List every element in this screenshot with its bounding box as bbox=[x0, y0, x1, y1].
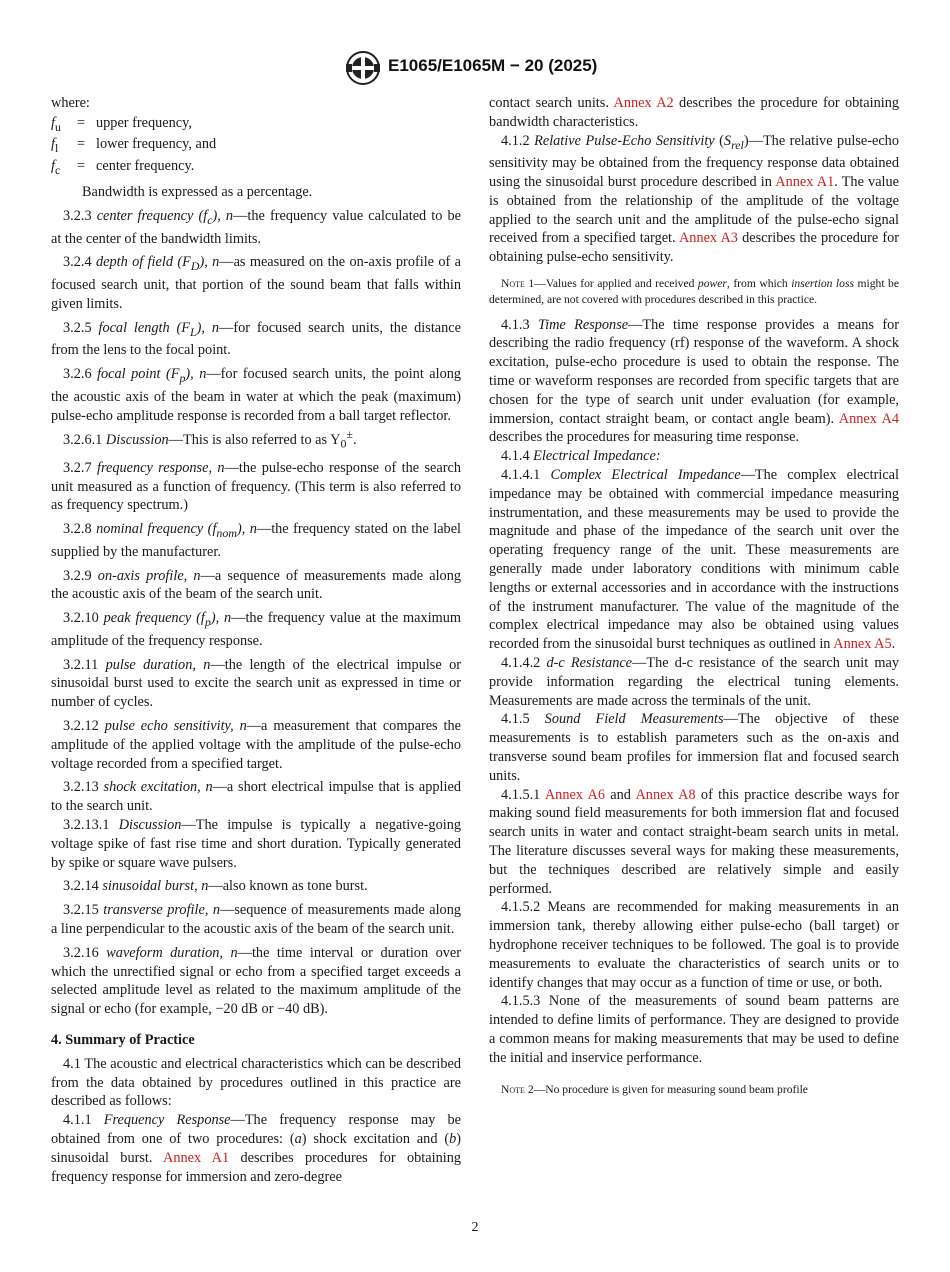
annex-a1-link[interactable]: Annex A1 bbox=[775, 174, 835, 191]
annex-a8-link[interactable]: Annex A8 bbox=[635, 786, 696, 803]
paragraph-4-1-5-1: 4.1.5.1 Annex A6 and Annex A8 of this practice describe ways for making sound field measurements for both immersion flat and focused search units in water and contact straight-beam search units in metal. The literature discusses several ways for making these measurements, but the techniques described are relatively simple and easily performed. bbox=[489, 786, 899, 897]
section-heading-summary: 4. Summary of Practice bbox=[51, 1032, 195, 1049]
annex-a4-link[interactable]: Annex A4 bbox=[838, 410, 900, 427]
astm-logo-icon bbox=[344, 50, 382, 86]
paragraph-3-2-4: 3.2.4 depth of field $(F_D)$, n—as measured on the on-axis profile of a focused search unit, that portion of the sound beam that falls within given limits. bbox=[51, 254, 461, 312]
annex-a3-link[interactable]: Annex A3 bbox=[678, 230, 738, 247]
annex-a1-link[interactable]: Annex A1 bbox=[163, 1149, 230, 1166]
paragraph-3-2-8: 3.2.8 nominal frequency $(f_{nom})$, n—the frequency stated on the label supplied by the manufacturer. bbox=[51, 521, 462, 560]
right-column bbox=[489, 94, 899, 1105]
paragraph-4-1-5-2: 4.1.5.2 Means are recommended for making measurements in an immersion tank, thereby allowing either pulse-echo (ball target) or hydrophone receiver techniques to be followed. The goal is to provide measurements to evaluate the characteristics of search units or to identify changes that may occur as a function of time or use, or both. bbox=[489, 899, 899, 991]
bandwidth-note: Bandwidth is expressed as a percentage. bbox=[82, 184, 313, 201]
paragraph-3-2-14: 3.2.14 sinusoidal burst, n—also known as tone burst. bbox=[63, 878, 368, 895]
paragraph-3-2-6: 3.2.6 focal point $(F_p)$, n—for focused search units, the point along the acoustic axis of the beam in water at which the peak (maximum) pulse-echo amplitude response is recorded from a ball target reflector. bbox=[51, 366, 462, 424]
paragraph-3-2-15: 3.2.15 transverse profile, n—sequence of measurements made along a line perpendicular to the acoustic axis of the beam of the search unit. bbox=[51, 902, 461, 938]
paragraph-4-1-4-2: 4.1.4.2 d-c Resistance—The d-c resistance of the search unit may provide information regarding the electrical tuning elements. Measurements are made across the terminals of the unit. bbox=[489, 654, 900, 709]
page-header bbox=[0, 50, 950, 86]
paragraph-4-1-5: 4.1.5 Sound Field Measurements—The objective of these measurements is to establish parameters such as the on-axis and transverse sound beam profiles for immersion flat and focused search units. bbox=[489, 711, 899, 784]
definition-row: $f_u$ = upper frequency, bbox=[51, 114, 192, 134]
annex-a5-link[interactable]: Annex A5 bbox=[833, 636, 892, 653]
paragraph-3-2-3: 3.2.3 center frequency $(f_c)$, n—the frequency value calculated to be at the center of the bandwidth limits. bbox=[51, 207, 462, 247]
paragraph-continuation: contact search units. Annex A2 describes the procedure for obtaining bandwidth characteristics. bbox=[489, 95, 900, 130]
paragraph-3-2-6-1: 3.2.6.1 Discussion—This is also referred to as $Y_0^\pm$. bbox=[63, 427, 357, 451]
paragraph-3-2-13-1: 3.2.13.1 Discussion—The impulse is typically a negative-going voltage spike of fast rise time and short duration. Typically generated by spike or square wave pulsers. bbox=[51, 817, 461, 871]
annex-a2-link[interactable]: Annex A2 bbox=[613, 95, 674, 111]
left-column bbox=[51, 94, 461, 1186]
paragraph-4-1-4-1: 4.1.4.1 Complex Electrical Impedance—The complex electrical impedance may be obtained with commercial impedance measuring instrumentation, and these measurements may be used to provide the magnitude and phase of the impedance of the search unit over the operating frequency range of the unit. These measurements are generally made under laboratory conditions with minimum cable lengths or external accessories and in accordance with the instructions of the instrument manufacturer. The value of the magnitude of the complex electrical impedance may also be obtained using values recorded from the sinusoidal burst techniques as outlined in Annex A5. bbox=[489, 467, 900, 653]
paragraph-3-2-9: 3.2.9 on-axis profile, n—a sequence of measurements made along the acoustic axis of the beam of the search unit. bbox=[51, 567, 461, 603]
paragraph-4-1-1: 4.1.1 Frequency Response—The frequency response may be obtained from one of two procedures: (a) shock excitation and (b) sinusoidal burst. Annex A1 describes procedures for obtaining frequency response for immersion and zero-degree bbox=[51, 1112, 462, 1185]
paragraph-4-1-3: 4.1.3 Time Response—The time response provides a means for describing the radio frequency (rf) response of the waveform. A shock excitation, pulse-echo procedure is used to obtain the response. The time or waveform responses are recorded from specific targets that are chosen for the type of search unit under evaluation (for example, immersion, contact straight beam, or contact angle beam). Annex A4 describes the procedures for measuring time response. bbox=[489, 316, 900, 446]
document-designation: E1065/E1065M − 20 (2025) bbox=[388, 56, 598, 75]
where-label: where: bbox=[51, 95, 90, 111]
definition-row: $f_l$ = lower frequency, and bbox=[51, 136, 217, 156]
paragraph-4-1-2: 4.1.2 Relative Pulse-Echo Sensitivity $(S_{rel})—The$ relative pulse-echo sensitivity may be obtained from the frequency response data obtained using the sinusoidal burst procedure described in Annex A1. The value is obtained from the relationship of the amplitude of the voltage applied to the search unit and the amplitude of the pulse-echo signal received from a specified target. Annex A3 describes the procedure for obtaining pulse-echo sensitivity. bbox=[489, 132, 900, 266]
paragraph-3-2-11: 3.2.11 pulse duration, n—the length of the electrical impulse or sinusoidal burst used to excite the search unit as expressed in time or number of cycles. bbox=[51, 656, 461, 711]
paragraph-3-2-12: 3.2.12 pulse echo sensitivity, n—a measurement that compares the amplitude of the applied voltage with the amplitude of the pulse-echo voltage recorded from a specified target. bbox=[51, 718, 462, 772]
annex-a6-link[interactable]: Annex A6 bbox=[544, 786, 605, 803]
paragraph-4-1-5-3: 4.1.5.3 None of the measurements of sound beam patterns are intended to define limits of performance. They are designed to provide a common means for making measurements that may be used to define the initial and inservice performance. bbox=[489, 993, 899, 1066]
note-2: Note 2—No procedure is given for measuring sound beam profile bbox=[501, 1082, 808, 1096]
page-number: 2 bbox=[471, 1220, 479, 1235]
paragraph-3-2-16: 3.2.16 waveform duration, n—the time interval or duration over which the unrectified signal or echo from a specified target exceeds a selected amplitude level as related to the maximum amplitude of the signal or echo (for example, −20 dB or −40 dB). bbox=[51, 944, 462, 1018]
paragraph-3-2-13: 3.2.13 shock excitation, n—a short electrical impulse that is applied to the search unit. bbox=[51, 779, 462, 815]
paragraph-3-2-7: 3.2.7 frequency response, n—the pulse-echo response of the search unit measured as a function of frequency. (This term is also referred to as frequency spectrum.) bbox=[51, 459, 461, 514]
definition-row: $f_c$ = center frequency. bbox=[51, 157, 195, 177]
variable-definitions bbox=[51, 115, 461, 179]
paragraph-4-1: 4.1 The acoustic and electrical characteristics which can be described from the data obtained by procedures outlined in this practice are described as follows: bbox=[51, 1055, 461, 1110]
paragraph-3-2-5: 3.2.5 focal length $(F_L)$, n—for focused search units, the distance from the lens to the focal point. bbox=[51, 319, 461, 359]
paragraph-3-2-10: 3.2.10 peak frequency $(f_p)$, n—the frequency value at the maximum amplitude of the frequency response. bbox=[51, 610, 462, 649]
paragraph-4-1-4: 4.1.4 Electrical Impedance: bbox=[501, 448, 661, 465]
note-1: Note 1—Values for applied and received power, from which insertion loss might be determined, are not covered with procedures described in this practice. bbox=[489, 277, 899, 306]
